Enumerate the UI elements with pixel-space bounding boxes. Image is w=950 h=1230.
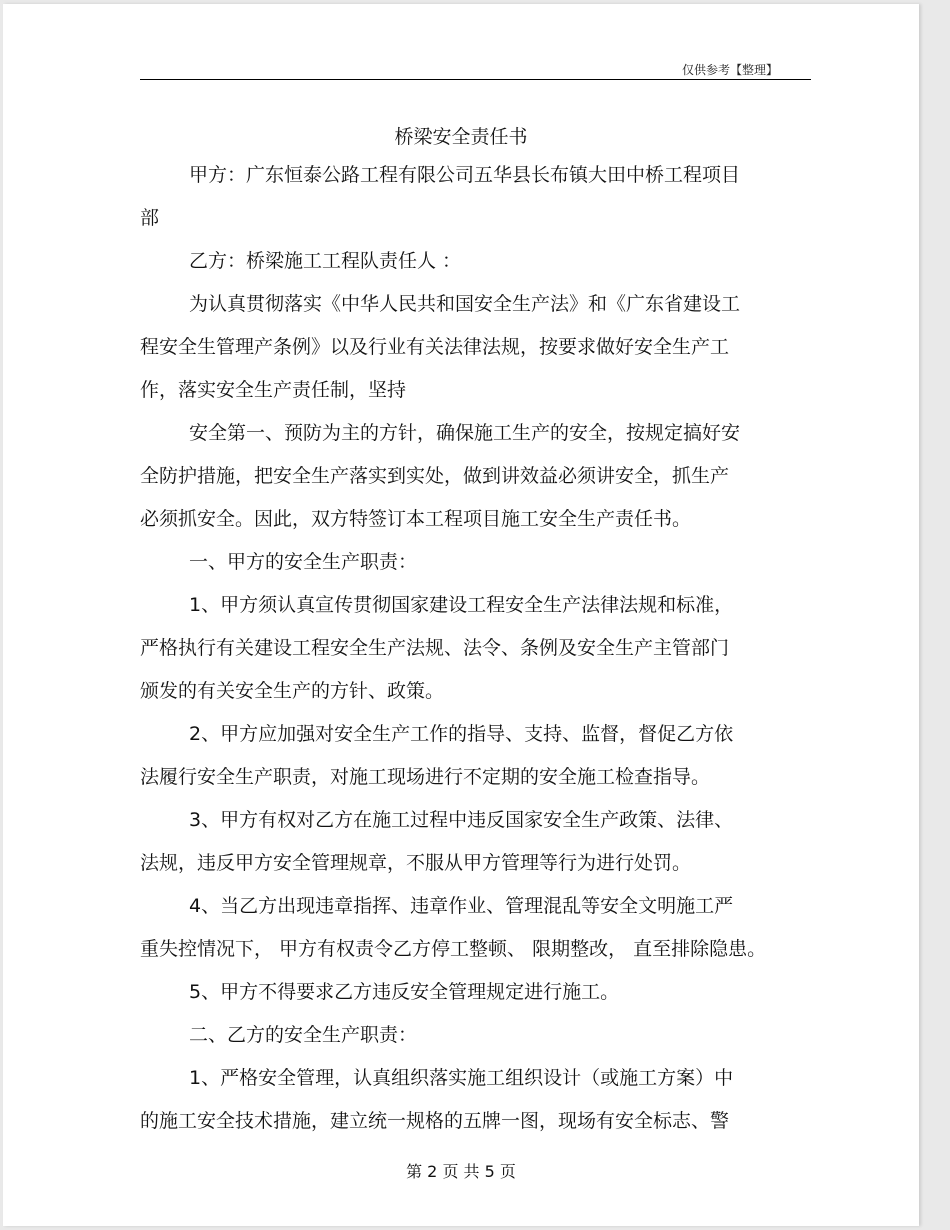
paragraph-line: 程安全生管理产条例》以及行业有关法律法规，按要求做好安全生产工 — [140, 336, 730, 358]
paragraph-line: 3、甲方有权对乙方在施工过程中违反国家安全生产政策、法律、 — [189, 809, 734, 831]
paragraph — [140, 971, 812, 1014]
paragraph-line: 严格执行有关建设工程安全生产法规、法令、条例及安全生产主管部门 — [140, 637, 730, 659]
header-note: 仅供参考【整理】 — [681, 63, 778, 77]
paragraph-line: 部 — [140, 207, 160, 229]
paragraph-line: 1、严格安全管理，认真组织落实施工组织设计（或施工方案）中 — [189, 1067, 734, 1089]
paragraph-line: 乙方：桥梁施工工程队责任人 ： — [189, 250, 462, 272]
paragraph-line: 安全第一、预防为主的方针，确保施工生产的安全，按规定搞好安 — [189, 422, 741, 444]
document-page — [3, 4, 919, 1226]
paragraph-line: 一、甲方的安全生产职责： — [189, 551, 418, 573]
paragraph — [140, 799, 812, 885]
paragraph-line: 重失控情况下， 甲方有权责令乙方停工整顿、 限期整改， 直至排除隐患。 — [140, 938, 767, 960]
paragraph-line: 法履行安全生产职责，对施工现场进行不定期的安全施工检查指导。 — [140, 766, 711, 788]
paragraph — [140, 885, 812, 971]
document-body — [140, 154, 812, 1143]
paragraph — [140, 1057, 812, 1143]
paragraph — [140, 713, 812, 799]
paragraph-line: 法规，违反甲方安全管理规章，不服从甲方管理等行为进行处罚。 — [140, 852, 692, 874]
paragraph-line: 二、乙方的安全生产职责： — [189, 1024, 418, 1046]
paragraph — [140, 412, 812, 541]
paragraph-line: 5、甲方不得要求乙方违反安全管理规定进行施工。 — [189, 981, 620, 1003]
paragraph-line: 全防护措施，把安全生产落实到实处，做到讲效益必须讲安全，抓生产 — [140, 465, 730, 487]
document-title: 桥梁安全责任书 — [394, 126, 528, 148]
paragraph-line: 4、当乙方出现违章指挥、违章作业、管理混乱等安全文明施工严 — [189, 895, 734, 917]
paragraph — [140, 1014, 812, 1057]
paragraph-line: 甲方：广东恒泰公路工程有限公司五华县长布镇大田中桥工程项目 — [189, 164, 741, 186]
paragraph-line: 的施工安全技术措施，建立统一规格的五牌一图，现场有安全标志、警 — [140, 1110, 730, 1132]
paragraph-line: 必须抓安全。因此，双方特签订本工程项目施工安全生产责任书。 — [140, 508, 692, 530]
page-footer: 第 2 页 共 5 页 — [406, 1162, 516, 1181]
paragraph — [140, 240, 812, 283]
paragraph — [140, 283, 812, 412]
paragraph-line: 颁发的有关安全生产的方针、政策。 — [140, 680, 445, 702]
header-divider — [140, 79, 811, 80]
paragraph — [140, 541, 812, 584]
paragraph — [140, 584, 812, 713]
paragraph-line: 1、甲方须认真宣传贯彻国家建设工程安全生产法律法规和标准， — [189, 594, 734, 616]
paragraph-line: 作，落实安全生产责任制，坚持 — [140, 379, 407, 401]
paragraph — [140, 154, 812, 240]
paragraph-line: 为认真贯彻落实《中华人民共和国安全生产法》和《广东省建设工 — [189, 293, 741, 315]
paragraph-line: 2、甲方应加强对安全生产工作的指导、支持、监督，督促乙方依 — [189, 723, 734, 745]
